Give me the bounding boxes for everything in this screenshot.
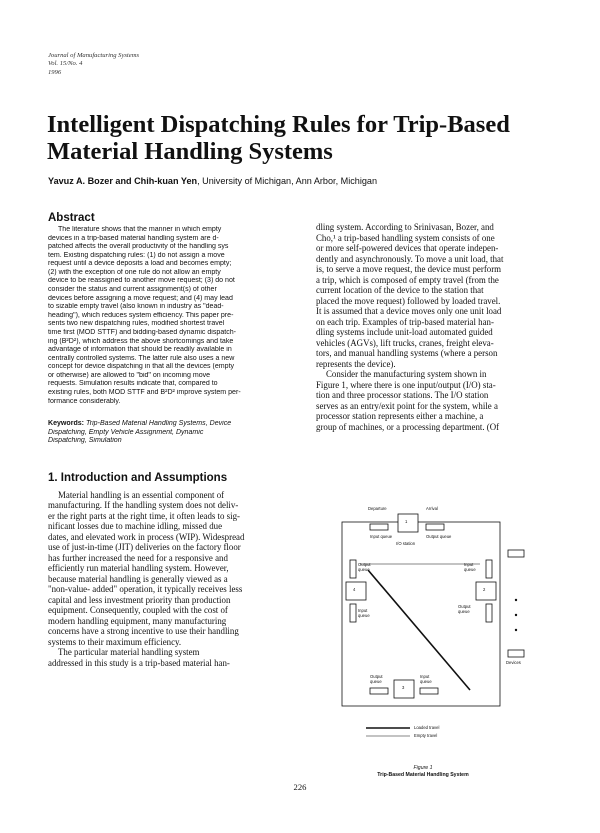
label-input-queue-bottom: Input queue — [420, 674, 432, 684]
text-line: processor station represents either a machine, a — [316, 411, 484, 421]
affiliation: , University of Michigan, Ann Arbor, Michigan — [197, 176, 378, 186]
device-dot — [515, 629, 517, 631]
intro-heading: 1. Introduction and Assumptions — [48, 471, 228, 484]
label-input-queue-top: Input queue — [370, 534, 393, 539]
queue-bottom-right — [420, 688, 438, 694]
right-column — [316, 222, 556, 432]
text-line: vehicles (AGVs), lift trucks, cranes, freight eleva- — [316, 337, 494, 348]
text-line: to sizable empty travel (also known in industry as "dead- — [48, 303, 224, 311]
station-io-box — [398, 514, 418, 532]
title-line: Intelligent Dispatching Rules for Trip-Based — [47, 111, 510, 138]
text-line: equipment. Consequently, coupled with the cost of — [48, 605, 228, 616]
text-line: er the right parts at the right time, it often leads to sig- — [48, 510, 240, 521]
text-line: Cho,¹ a trip-based handling system consists of one — [316, 232, 495, 243]
text-line: device to be reassigned to another move request; (3) do not — [48, 277, 235, 285]
left-column — [48, 212, 306, 668]
text-line: patched affects the overall productivity of the handling sys — [48, 243, 229, 251]
text-line: consider the status and current assignment(s) of other — [48, 286, 217, 294]
text-line: a trip, which is composed of empty travel (from the — [316, 274, 499, 285]
text-line: nificant losses due to machine idling, missed due — [48, 521, 223, 532]
label-output-queue-top: Output queue — [426, 534, 452, 539]
text-line: placed the move request) followed by loaded travel. — [316, 295, 501, 306]
text-line: tion and three processor stations. The I/O station — [316, 390, 489, 400]
text-line: dling systems include unit-load automated guided — [316, 327, 493, 337]
queue-right-top — [486, 560, 492, 578]
text-line: ing (B²D²), which address the above shortcomings and take — [48, 337, 234, 345]
text-line: existing rules, both MOD STTF and B²D² improve system per- — [48, 388, 241, 396]
label-devices: Devices — [506, 660, 521, 665]
text-line: Figure 1, where there is one input/output (I/O) sta- — [316, 379, 496, 390]
text-line: It is assumed that a device moves only one unit load — [316, 306, 502, 316]
keywords-line: Dispatching, Empty Vehicle Assignment, Dynamic — [48, 428, 204, 436]
text-line: sents two new dispatching rules, modified shortest travel — [48, 320, 225, 328]
text-line: dates, and elevated work in process (WIP). Widespread — [48, 531, 245, 542]
text-line: has further increased the need for a responsive and — [48, 552, 228, 563]
text-line: represents the device). — [316, 358, 396, 369]
journal-name: Journal of Manufacturing Systems — [48, 52, 140, 59]
figure-number: Figure 1 — [413, 765, 433, 771]
author-names: Yavuz A. Bozer and Chih-kuan Yen — [48, 176, 198, 186]
queue-right-bottom — [486, 604, 492, 622]
label-legend-empty: Empty travel — [414, 733, 438, 738]
label-station-left: 4 — [353, 587, 356, 592]
journal-volume: Vol. 15/No. 4 — [48, 60, 83, 68]
text-line: or more self-powered devices that operate indepen- — [316, 243, 499, 253]
title-line: Material Handling Systems — [47, 138, 333, 165]
text-line: modern handling equipment, many manufacturing — [48, 615, 227, 626]
text-line: addressed in this study is a trip-based material han- — [48, 657, 230, 668]
queue-left-top — [350, 560, 356, 578]
label-input-queue-left: Input queue — [358, 608, 370, 618]
label-legend-loaded: Loaded travel — [414, 725, 440, 730]
keywords-label: Keywords: — [48, 420, 85, 428]
text-line: use of just-in-time (JIT) deliveries on the factory floor — [48, 542, 241, 553]
label-station-right: 2 — [483, 587, 486, 592]
text-line: tem. Existing dispatching rules: (1) do not assign a move — [48, 251, 225, 259]
page-number: 226 — [293, 782, 307, 792]
text-line: "non-value- added" operation, it typically receives less — [48, 584, 243, 595]
queue-left-bottom — [350, 604, 356, 622]
keywords-line: Trip-Based Material Handling Systems, Device — [84, 420, 232, 428]
authors — [48, 176, 377, 186]
device-1 — [508, 550, 524, 557]
text-line: time first (MOD STTF) and bidding-based dynamic dispatch- — [48, 328, 236, 336]
text-line: requests. Simulation results indicate that, compared to — [48, 380, 218, 388]
text-line: The particular material handling system — [58, 647, 200, 658]
abstract-heading: Abstract — [48, 212, 95, 224]
text-line: concerns have a strong incentive to use their handling — [48, 626, 239, 637]
text-line: group of machines, or a processing department. (Of — [316, 421, 500, 432]
label-station-io: 1 — [405, 519, 408, 524]
right-column-para2 — [316, 369, 556, 432]
label-io-station: I/O station — [396, 541, 416, 546]
loaded-travel-path — [368, 570, 470, 690]
device-2 — [508, 650, 524, 657]
text-line: efficiently run material handling system. However, — [48, 563, 229, 574]
figure-1 — [330, 500, 540, 740]
text-line: because material handling is generally viewed as a — [48, 573, 228, 584]
text-line: on each trip. Examples of trip-based material han- — [316, 316, 494, 327]
device-dot — [515, 599, 517, 601]
keywords — [48, 420, 306, 446]
device-dot — [515, 614, 517, 616]
label-output-queue-bottom: Output queue — [370, 674, 383, 684]
text-line: The literature shows that the manner in which empty — [58, 226, 222, 233]
text-line: formance considerably. — [48, 397, 121, 405]
label-arrival: Arrival — [426, 506, 438, 511]
text-line: or otherwise) are allowed to "bid" on incoming move — [48, 371, 211, 379]
text-line: (2) with the exception of one rule do not allow an empty — [48, 268, 221, 276]
text-line: Consider the manufacturing system shown in — [326, 369, 487, 379]
text-line: dling system. According to Srinivasan, Bozer, and — [316, 222, 494, 232]
text-line: heading"), which reduces system efficiency. This paper pre- — [48, 311, 234, 319]
text-line: serves as an entry/exit point for the system, while a — [316, 400, 498, 411]
text-line: request until a device deposits a load and becomes empty; — [48, 260, 232, 268]
text-line: capital and less investment priority than production — [48, 594, 231, 605]
label-departure: Departure — [368, 506, 387, 511]
text-line: advantage of information that should be readily available in — [48, 346, 232, 354]
text-line: centrally controlled systems. The latter rule also uses a new — [48, 354, 235, 362]
intro-text — [48, 490, 306, 669]
text-line: systems to their maximum efficiency. — [48, 636, 182, 647]
station-right-box — [476, 582, 496, 600]
figure-title: Trip-Based Material Handling System — [377, 771, 469, 778]
right-column-text — [316, 222, 556, 369]
label-output-queue-left: Output queue — [358, 562, 371, 572]
label-input-queue-right: Input queue — [464, 562, 476, 572]
text-line: current location of the device to the station that — [316, 285, 484, 295]
journal-info — [48, 52, 139, 77]
journal-year: 1996 — [48, 68, 62, 76]
queue-bottom-left — [370, 688, 388, 694]
text-line: tors, and manual handling systems (where a person — [316, 348, 498, 358]
text-line: is, to serve a move request, the device must perform — [316, 264, 502, 274]
text-line: Material handling is an essential component of — [58, 489, 225, 500]
queue-top-right — [426, 524, 444, 530]
text-line: devices before assigning a move request; and (4) may lead — [48, 294, 233, 302]
label-station-bottom: 3 — [402, 685, 405, 690]
queue-top-left — [370, 524, 388, 530]
station-left-box — [346, 582, 366, 600]
keywords-line: Dispatching, Simulation — [48, 437, 122, 445]
label-output-queue-right: Output queue — [458, 604, 471, 614]
text-line: dently and asynchronously. To move a unit load, that — [316, 253, 504, 264]
text-line: concept for device dispatching in that all the devices (empty — [48, 363, 235, 371]
paper-title — [47, 111, 567, 165]
text-line: manufacturing. If the handling system does not deliv- — [48, 500, 239, 511]
text-line: devices in a trip-based material handling system are d- — [48, 234, 219, 242]
abstract-text — [48, 226, 306, 406]
figure-caption — [318, 765, 528, 778]
